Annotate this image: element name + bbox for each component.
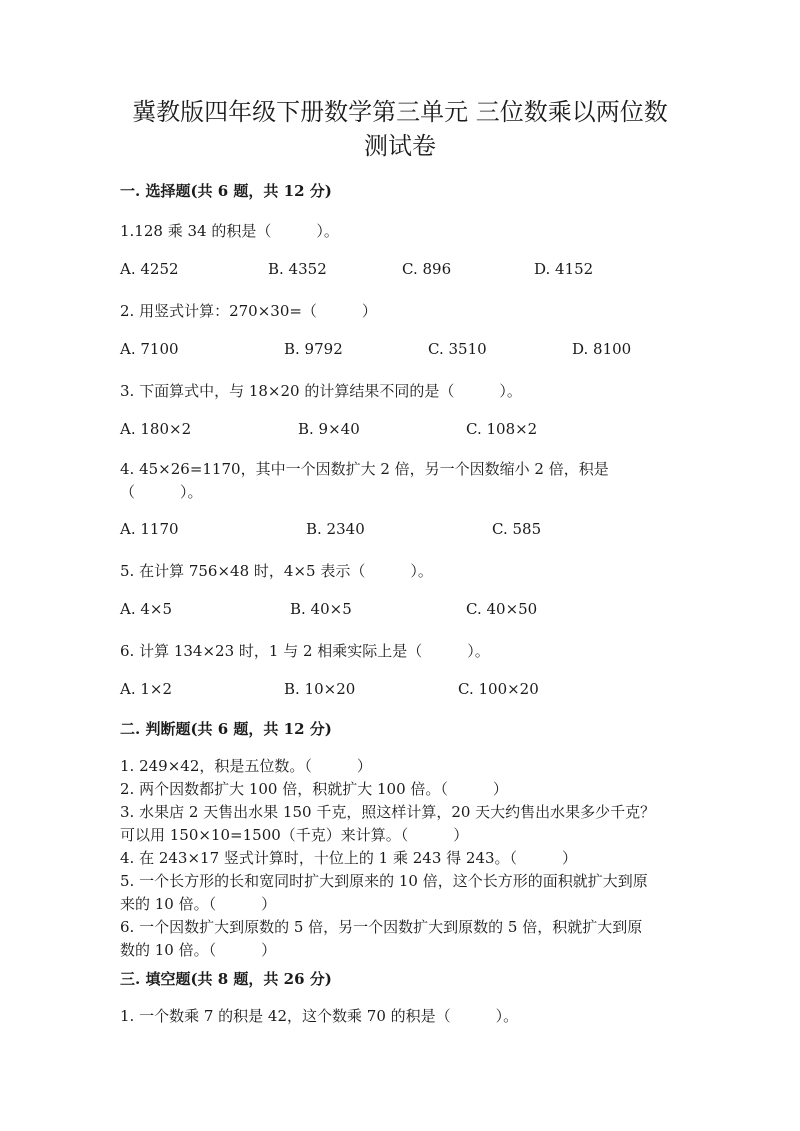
judge-line: 3. 水果店 2 天售出水果 150 千克，照这样计算，20 天大约售出水果多少千克？ [120, 803, 656, 821]
question-text: 3. 下面算式中，与 18×20 的计算结果不同的是（ ）。 [120, 382, 522, 400]
judge-line: 6. 一个因数扩大到原数的 5 倍，另一个因数扩大到原数的 5 倍，积就扩大到原 [120, 918, 643, 936]
section-title-fillin: 三. 填空题(共 8 题，共 26 分) [120, 970, 332, 988]
judge-line: 2. 两个因数都扩大 100 倍，积就扩大 100 倍。（ ） [120, 780, 508, 798]
option-d: D. 4152 [534, 260, 594, 278]
section-title-truefalse: 二. 判断题(共 6 题，共 12 分) [120, 720, 332, 738]
option-c: C. 100×20 [458, 680, 539, 698]
page-title-line2: 测试卷 [364, 132, 436, 160]
judge-line: 5. 一个长方形的长和宽同时扩大到原来的 10 倍，这个长方形的面积就扩大到原 [120, 872, 648, 890]
option-b: B. 9792 [284, 340, 343, 358]
question-text: 1. 一个数乘 7 的积是 42，这个数乘 70 的积是（ ）。 [120, 1007, 519, 1025]
option-b: B. 40×5 [290, 600, 352, 618]
option-a: A. 180×2 [120, 420, 192, 438]
question-text: 5. 在计算 756×48 时，4×5 表示（ ）。 [120, 562, 433, 580]
question-text: 2. 用竖式计算：270×30=（ ） [120, 302, 377, 320]
question-text: 1.128 乘 34 的积是（ ）。 [120, 222, 339, 240]
option-b: B. 10×20 [284, 680, 356, 698]
question-text-cont: （ ）。 [120, 483, 203, 501]
option-d: D. 8100 [572, 340, 632, 358]
option-a: A. 4×5 [120, 600, 173, 618]
judge-line: 可以用 150×10=1500（千克）来计算。（ ） [120, 826, 469, 844]
judge-line: 4. 在 243×17 竖式计算时，十位上的 1 乘 243 得 243。（ ） [120, 849, 578, 867]
judge-line: 来的 10 倍。（ ） [120, 895, 277, 913]
option-a: A. 7100 [120, 340, 179, 358]
page-title-line1: 冀教版四年级下册数学第三单元 三位数乘以两位数 [132, 98, 668, 126]
option-a: A. 4252 [120, 260, 179, 278]
option-a: A. 1170 [120, 520, 179, 538]
option-b: B. 4352 [268, 260, 327, 278]
option-c: C. 108×2 [466, 420, 538, 438]
option-c: C. 896 [402, 260, 452, 278]
option-c: C. 585 [492, 520, 542, 538]
judge-line: 1. 249×42，积是五位数。（ ） [120, 757, 372, 775]
option-b: B. 2340 [306, 520, 365, 538]
section-title-choice: 一. 选择题(共 6 题，共 12 分) [120, 182, 332, 200]
option-c: C. 40×50 [466, 600, 538, 618]
option-b: B. 9×40 [298, 420, 360, 438]
option-c: C. 3510 [428, 340, 487, 358]
option-a: A. 1×2 [120, 680, 173, 698]
question-text: 6. 计算 134×23 时，1 与 2 相乘实际上是（ ）。 [120, 642, 490, 660]
judge-line: 数的 10 倍。（ ） [120, 941, 277, 959]
question-text: 4. 45×26=1170，其中一个因数扩大 2 倍，另一个因数缩小 2 倍，积是 [120, 460, 609, 478]
